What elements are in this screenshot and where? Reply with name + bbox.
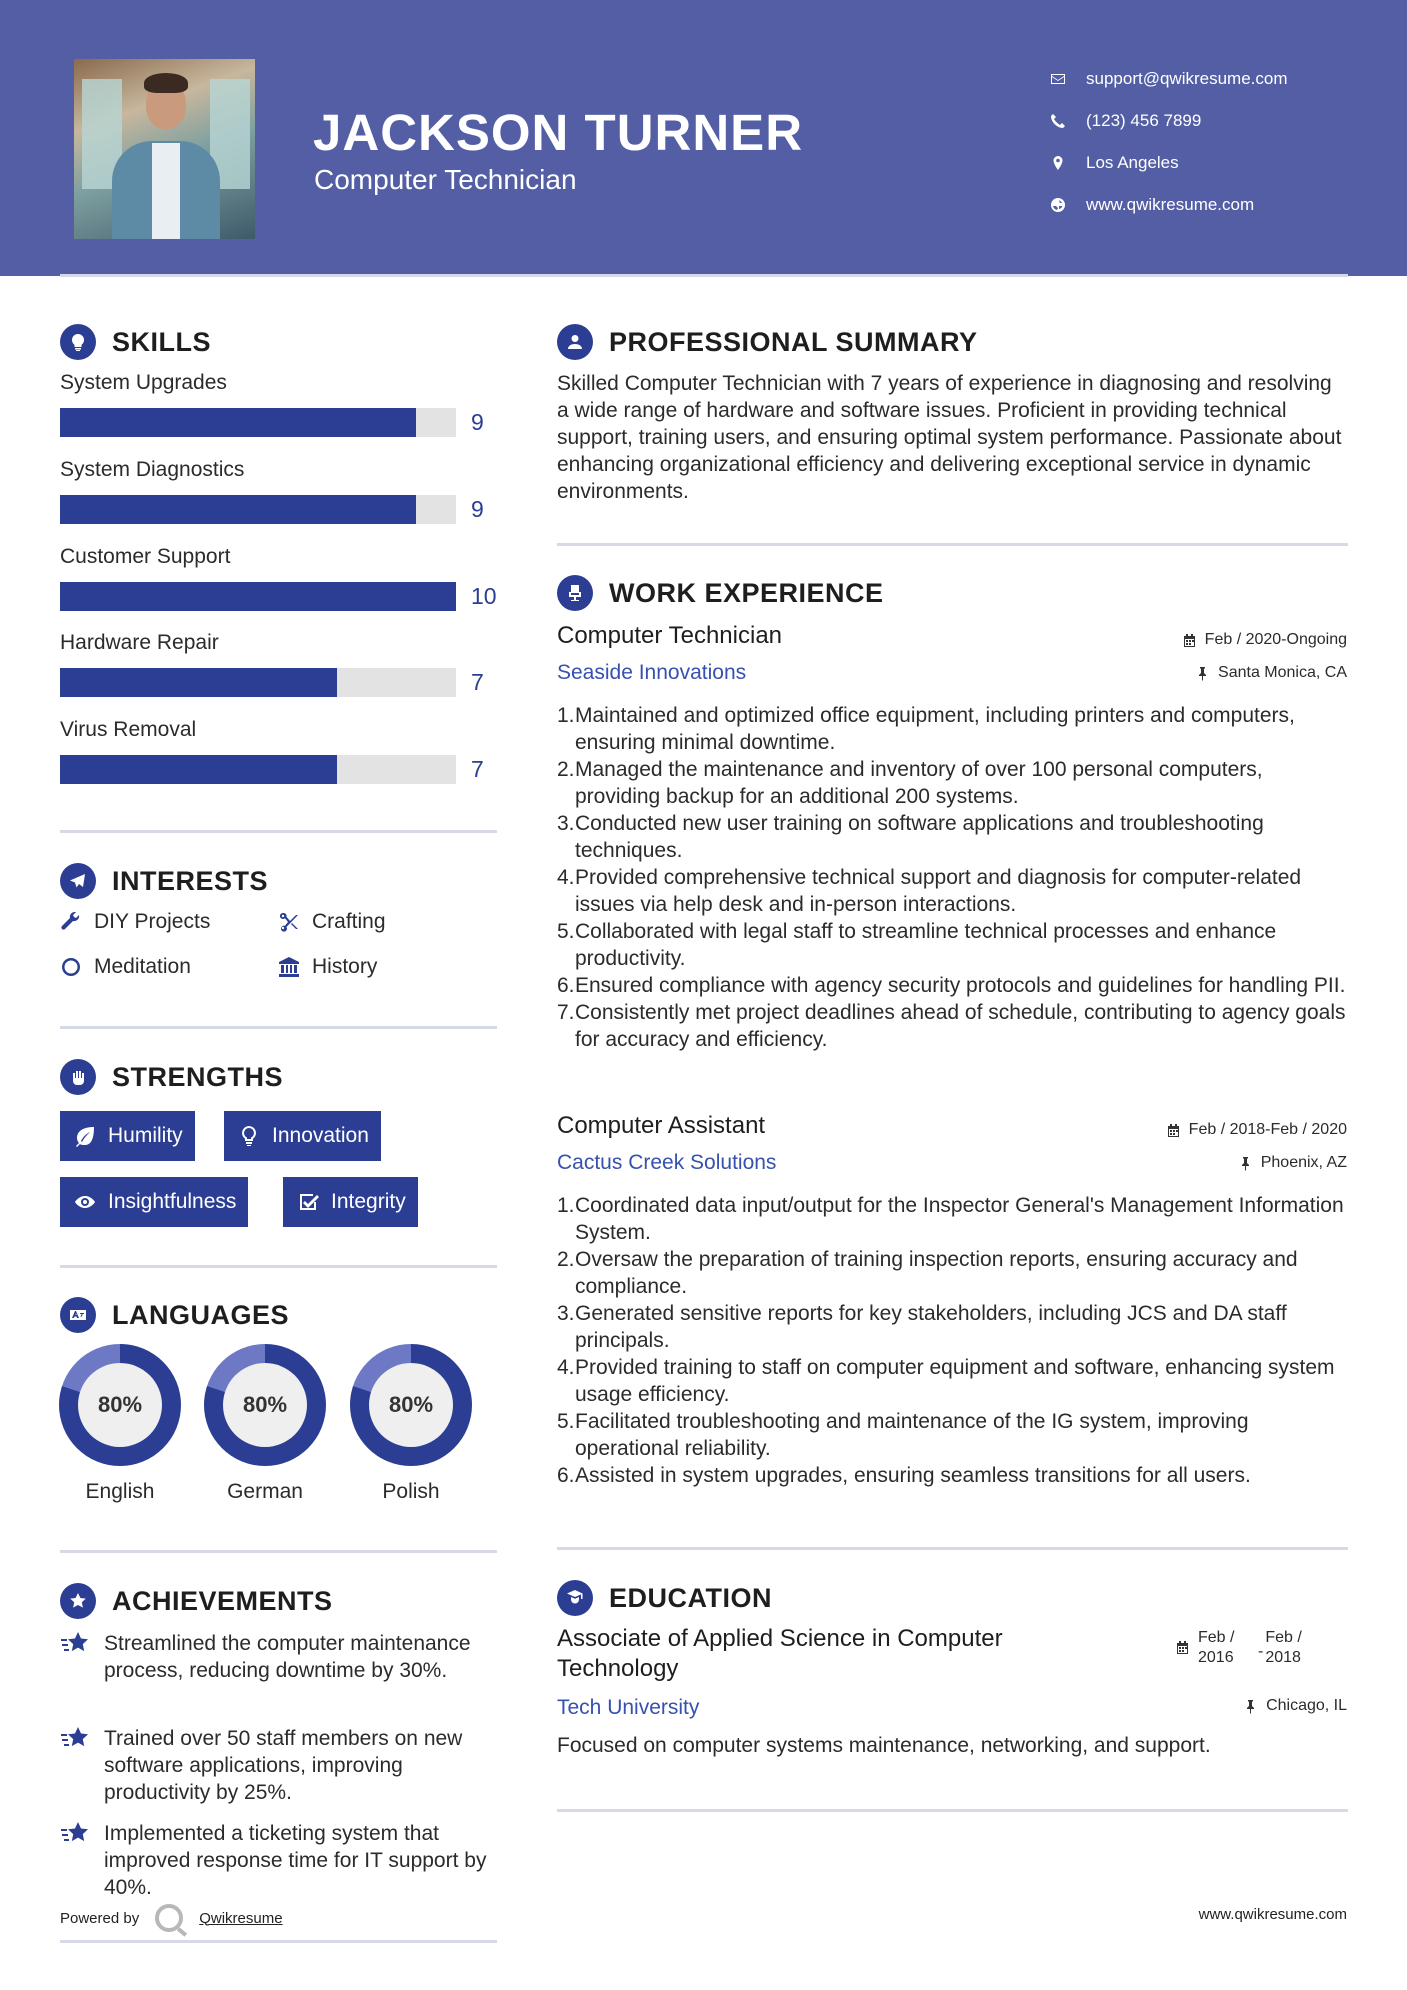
- achievement-text: Streamlined the computer maintenance process, reducing downtime by 30%.: [104, 1632, 471, 1682]
- list-item: 6. Assisted in system upgrades, ensuring seamless transitions for all users.: [557, 1464, 1251, 1487]
- skill-value: 7: [471, 756, 484, 782]
- section-divider: [60, 830, 497, 833]
- language-ring: [350, 1344, 472, 1466]
- interests-heading: [60, 863, 268, 899]
- education-start-date: Feb / 2016: [1198, 1629, 1235, 1666]
- footer-website[interactable]: www.qwikresume.com: [1198, 1906, 1347, 1923]
- degree-title: Associate of Applied Science in Computer Technology: [557, 1625, 1003, 1682]
- profile-photo: [74, 59, 255, 239]
- achievement-item: [60, 1725, 500, 1806]
- skill-bar-fill: [60, 495, 416, 524]
- powered-by-label: Powered by: [60, 1909, 140, 1927]
- list-item: 3. Generated sensitive reports for key stakeholders, including JCS and DA staff principals.: [557, 1302, 1287, 1352]
- skill-bar-fill: [60, 408, 416, 437]
- header-divider: [60, 274, 1348, 277]
- interest-label: Crafting: [312, 910, 386, 933]
- star-badge-icon: [60, 1583, 96, 1619]
- job-location: [1195, 664, 1347, 682]
- interest-item: [278, 910, 386, 934]
- job-dates-text: Feb / 2018-Feb / 2020: [1188, 1121, 1347, 1138]
- list-item: 2. Oversaw the preparation of training inspection reports, ensuring accuracy and compliance.: [557, 1248, 1298, 1298]
- strength-chip: [224, 1111, 381, 1161]
- job-dates: [1166, 1121, 1347, 1139]
- phone-icon: [1050, 113, 1086, 129]
- calendar-icon: [1175, 1640, 1190, 1655]
- contact-phone-text: (123) 456 7899: [1086, 111, 1202, 130]
- leaf-icon: [74, 1125, 96, 1147]
- paper-plane-icon: [60, 863, 96, 899]
- job-responsibilities: [557, 1192, 1352, 1489]
- skill-bar-fill: [60, 582, 456, 611]
- star-icon: [60, 1820, 90, 1848]
- language-item: [350, 1344, 472, 1504]
- star-icon: [60, 1725, 90, 1753]
- skill-label: Virus Removal: [60, 718, 197, 741]
- pushpin-icon: [1243, 1699, 1258, 1714]
- education-title: EDUCATION: [609, 1582, 772, 1613]
- map-pin-icon: [1050, 155, 1086, 171]
- language-ring: [204, 1344, 326, 1466]
- scissors-icon: [278, 911, 300, 933]
- candidate-role: Computer Technician: [314, 164, 577, 195]
- interest-item: [60, 955, 191, 979]
- skill-bar-fill: [60, 755, 337, 784]
- education-location: [1243, 1697, 1347, 1715]
- checkbox-icon: [297, 1191, 319, 1213]
- job-location-text: Phoenix, AZ: [1260, 1154, 1347, 1171]
- section-divider: [60, 1026, 497, 1029]
- envelope-icon: [1050, 71, 1086, 87]
- language-item: [204, 1344, 326, 1504]
- interest-item: [60, 910, 210, 934]
- language-name: Polish: [382, 1480, 440, 1503]
- contact-email-text: support@qwikresume.com: [1086, 69, 1288, 88]
- education-heading: [557, 1580, 772, 1616]
- achievements-title: ACHIEVEMENTS: [112, 1585, 333, 1616]
- achievement-text: Trained over 50 staff members on new software applications, improving productivity by 25%.: [104, 1727, 463, 1804]
- job-location: [1238, 1154, 1347, 1172]
- job-dates-text: Feb / 2020-Ongoing: [1204, 631, 1347, 648]
- achievement-item: [60, 1820, 500, 1901]
- qwikresume-link[interactable]: Qwikresume: [199, 1909, 283, 1927]
- summary-title: PROFESSIONAL SUMMARY: [609, 326, 978, 357]
- pushpin-icon: [1195, 666, 1210, 681]
- contact-email[interactable]: [1050, 58, 1288, 100]
- wrench-icon: [60, 911, 82, 933]
- contact-location: [1050, 142, 1288, 184]
- interest-label: DIY Projects: [94, 910, 211, 933]
- office-chair-icon: [557, 575, 593, 611]
- section-divider: [60, 1550, 497, 1553]
- strength-chip: [60, 1177, 248, 1227]
- company-name[interactable]: Seaside Innovations: [557, 661, 747, 684]
- skill-bar: [60, 408, 456, 437]
- strength-label: Humility: [108, 1124, 183, 1147]
- skills-title: SKILLS: [112, 326, 212, 357]
- contact-list: [1050, 58, 1288, 226]
- skills-heading: [60, 324, 211, 360]
- skill-bar-fill: [60, 668, 337, 697]
- skill-value: 10: [471, 583, 497, 609]
- eye-icon: [74, 1191, 96, 1213]
- list-item: 5. Collaborated with legal staff to streamline technical processes and enhance productivity.: [557, 920, 1277, 970]
- language-ring: [59, 1344, 181, 1466]
- company-name[interactable]: Cactus Creek Solutions: [557, 1151, 777, 1174]
- education-location-text: Chicago, IL: [1266, 1697, 1347, 1714]
- interests-title: INTERESTS: [112, 865, 269, 896]
- translate-icon: [60, 1297, 96, 1333]
- interest-label: Meditation: [94, 955, 191, 978]
- calendar-icon: [1166, 1123, 1181, 1138]
- education-date-separator: -: [1258, 1643, 1264, 1660]
- skill-bar: [60, 582, 456, 611]
- experience-title: WORK EXPERIENCE: [609, 577, 884, 608]
- language-percent: 80%: [369, 1363, 453, 1447]
- list-item: 7. Consistently met project deadlines ahead of schedule, contributing to agency goals for accuracy and efficiency.: [557, 1001, 1346, 1051]
- lightbulb-icon: [238, 1125, 260, 1147]
- contact-phone[interactable]: [1050, 100, 1288, 142]
- strength-label: Insightfulness: [108, 1190, 237, 1213]
- language-percent: 80%: [78, 1363, 162, 1447]
- list-item: 4. Provided comprehensive technical support and diagnosis for computer-related issues via help desk and in-person interactions.: [557, 866, 1302, 916]
- section-divider: [557, 1809, 1348, 1812]
- contact-website-text: www.qwikresume.com: [1086, 195, 1255, 214]
- skill-bar: [60, 668, 456, 697]
- strength-chip: [60, 1111, 195, 1161]
- job-title: Computer Assistant: [557, 1112, 766, 1139]
- circle-icon: [60, 956, 82, 978]
- job-responsibilities: [557, 702, 1352, 1053]
- user-icon: [557, 324, 593, 360]
- education-end-date: Feb / 2018: [1265, 1629, 1302, 1666]
- globe-icon: [1050, 197, 1086, 213]
- list-item: 5. Facilitated troubleshooting and maintenance of the IG system, improving operational reliability.: [557, 1410, 1249, 1460]
- contact-location-text: Los Angeles: [1086, 153, 1179, 172]
- section-divider: [557, 543, 1348, 546]
- achievement-item: [60, 1630, 500, 1684]
- skill-value: 7: [471, 669, 484, 695]
- languages-title: LANGUAGES: [112, 1299, 290, 1330]
- strength-label: Integrity: [331, 1190, 406, 1213]
- skill-bar: [60, 755, 456, 784]
- school-name[interactable]: Tech University: [557, 1696, 700, 1719]
- summary-heading: [557, 324, 978, 360]
- list-item: 2. Managed the maintenance and inventory of over 100 personal computers, providing backup for an additional 200 systems.: [557, 758, 1263, 808]
- skill-label: System Diagnostics: [60, 458, 245, 481]
- interest-item: [278, 955, 377, 979]
- language-item: [59, 1344, 181, 1504]
- list-item: 3. Conducted new user training on software applications and troubleshooting techniques.: [557, 812, 1264, 862]
- job-title: Computer Technician: [557, 622, 783, 649]
- resume-header: [0, 0, 1407, 276]
- job-dates: [1182, 631, 1347, 649]
- skill-label: Hardware Repair: [60, 631, 219, 654]
- strength-label: Innovation: [272, 1124, 369, 1147]
- pushpin-icon: [1238, 1156, 1253, 1171]
- skill-label: System Upgrades: [60, 371, 227, 394]
- candidate-name: JACKSON TURNER: [313, 104, 804, 161]
- lightbulb-icon: [60, 324, 96, 360]
- education-dates: [1175, 1628, 1315, 1668]
- strengths-title: STRENGTHS: [112, 1061, 284, 1092]
- job-location-text: Santa Monica, CA: [1218, 664, 1347, 681]
- fist-icon: [60, 1059, 96, 1095]
- list-item: 1. Coordinated data input/output for the Inspector General's Management Information System.: [557, 1194, 1344, 1244]
- language-name: English: [85, 1480, 155, 1503]
- section-divider: [557, 1547, 1348, 1550]
- list-item: 4. Provided training to staff on computer equipment and software, enhancing system usage efficiency.: [557, 1356, 1335, 1406]
- strengths-heading: [60, 1059, 283, 1095]
- experience-heading: [557, 575, 884, 611]
- qwikresume-logo-icon: [155, 1904, 183, 1932]
- skill-value: 9: [471, 496, 484, 522]
- strength-chip: [283, 1177, 418, 1227]
- calendar-icon: [1182, 633, 1197, 648]
- interest-label: History: [312, 955, 378, 978]
- list-item: 6. Ensured compliance with agency security protocols and guidelines for handling PII.: [557, 974, 1346, 997]
- contact-website[interactable]: [1050, 184, 1288, 226]
- achievements-heading: [60, 1583, 333, 1619]
- section-divider: [60, 1265, 497, 1268]
- museum-icon: [278, 956, 300, 978]
- skill-bar: [60, 495, 456, 524]
- languages-heading: [60, 1297, 289, 1333]
- graduate-icon: [557, 1580, 593, 1616]
- achievement-text: Implemented a ticketing system that improved response time for IT support by 40%.: [104, 1822, 487, 1899]
- education-description: Focused on computer systems maintenance, networking, and support.: [557, 1734, 1211, 1757]
- skill-label: Customer Support: [60, 545, 231, 568]
- summary-text: Skilled Computer Technician with 7 years of experience in diagnosing and resolving a wide range of hardware and software issues. Proficient in providing technical support, training users, and ensuring optimal system performance. Passionate about enhancing organizational efficiency and delivering exceptional service in dynamic environments.: [557, 372, 1342, 503]
- footer-powered-by: [60, 1904, 283, 1932]
- star-icon: [60, 1630, 90, 1658]
- skill-value: 9: [471, 409, 484, 435]
- list-item: 1. Maintained and optimized office equipment, including printers and computers, ensuring minimal downtime.: [557, 704, 1295, 754]
- language-percent: 80%: [223, 1363, 307, 1447]
- language-name: German: [227, 1480, 303, 1503]
- section-divider: [60, 1940, 497, 1943]
